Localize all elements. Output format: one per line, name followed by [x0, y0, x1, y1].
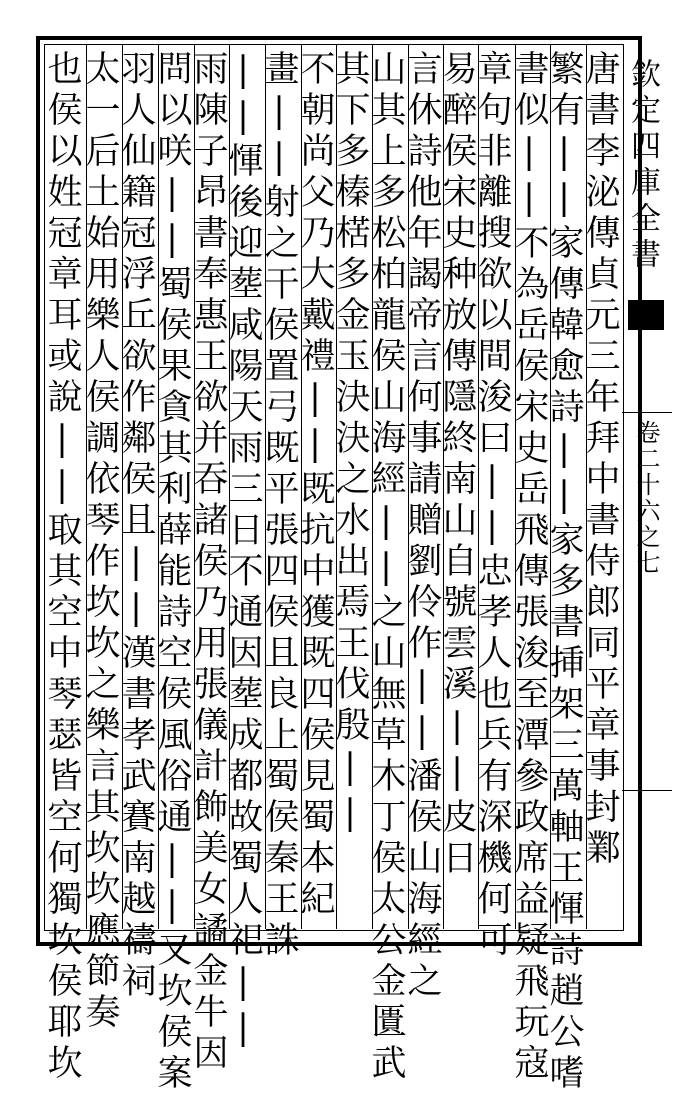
text-column-6: 言休詩他年謁帝言何事請贈劉伶作||潘侯山海經之 [402, 50, 442, 1003]
margin-divider [622, 412, 672, 413]
text-column-14: 羽人仙籍冠浮丘欲作鄰侯且||漢書孝武賽南越禱祠 [116, 50, 156, 1003]
volume-label: 卷二十六之七 [632, 420, 660, 576]
margin-divider [622, 790, 672, 791]
text-column-16: 也侯以姓冠章耳或說||取其空中琴瑟皆空何獨坎侯耶坎 [42, 50, 82, 1085]
text-column-11: ||惲後迎塟咸陽天雨三日不通因塟成都故蜀人祀|| [223, 50, 263, 1054]
book-title: 欽定四庫全書 [625, 58, 660, 274]
text-column-10: 畫||射之干侯置弓既平張四侯且良上蜀侯秦王誅 [259, 50, 299, 962]
text-column-15: 太一后土始用樂人侯調依琴作坎坎之樂言其坎坎應節奏 [80, 50, 120, 1034]
fish-tail-mark [628, 300, 664, 330]
text-column-7: 山其上多松柏龍侯山海經||之山無草木丁侯太公金匱武 [366, 50, 406, 1085]
text-column-12: 雨陳子昂書奉惠王欲并吞諸侯乃用張儀計飾美女譎金牛因 [188, 50, 228, 1075]
text-column-1: 唐書李泌傳貞元三年拜中書侍郎同平章事封鄴 [580, 50, 620, 870]
text-column-5: 易醉侯宋史种放傳隱終南山自號雲溪||皮日 [437, 50, 477, 880]
text-column-9: 不朝尚父乃大戴禮||既抗中獲既四侯見蜀本紀 [295, 50, 335, 921]
text-column-13: 問以咲||蜀侯果貪其利薛能詩空侯風俗通||又坎侯案 [152, 50, 192, 1095]
text-column-2: 繁有||家傳韓愈詩||家多書挿架三萬軸王惲詩趙公嗜 [544, 50, 584, 1095]
text-column-4: 章句非離搜欲以間浚曰||忠孝人也兵有深機何可 [472, 50, 512, 962]
text-column-8: 其下多榛楛多金玉決決之水出焉王伐殷|| [330, 50, 370, 839]
text-column-3: 書似||不為岳侯宋史岳飛傳張浚至潭參政席益疑飛玩寇 [509, 50, 549, 1085]
